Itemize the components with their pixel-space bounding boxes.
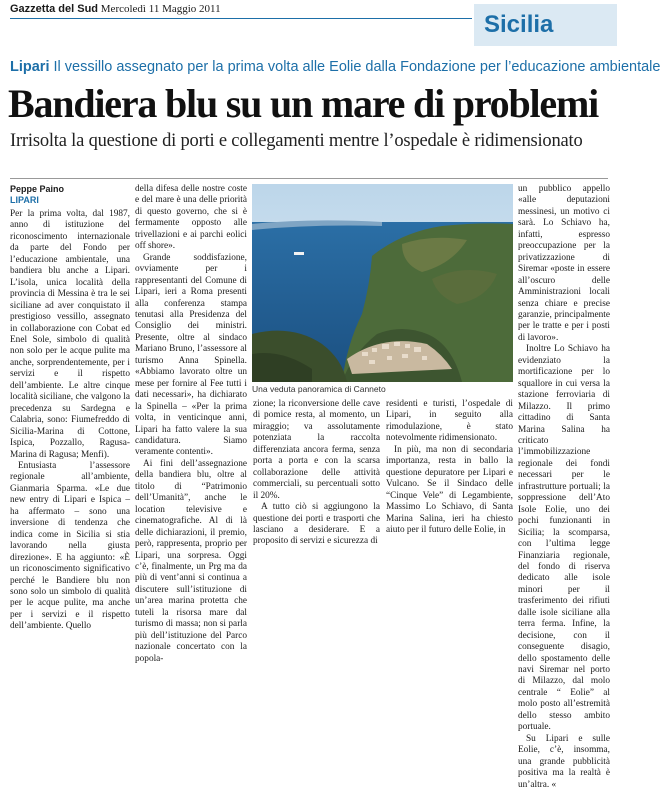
- header-divider: [10, 178, 608, 179]
- issue-date: Mercoledì 11 Maggio 2011: [100, 3, 221, 15]
- newspaper-name: Gazzetta del Sud: [10, 3, 99, 15]
- article-paragraph: Inoltre Lo Schiavo ha evidenziato la mortificazione per lo squallore in cui versa la stazione ferroviaria di Milazzo. Il primo cittadino di Santa Marina Salina ha criticato l’immobilizzazione regionale dei fondi necessari per le infrastrutture portuali; la soppressione dell’Ato Isole Eolie, uno dei pochi funzionanti in Sicilia; la scomparsa, con l’ultima legge Finanziaria regionale, del fondo di riserva dedicato alle isole minori per il trasferimento dei rifiuti dalle isole siciliane alla terra ferma. Infine, la decisione, con il conseguente disagio, dello spostamento delle navi Siremar nel porto di Milazzo, dal molo centrale “ Eolie” al molo posto all’estremità dello stesso ambito portuale.: [518, 344, 610, 733]
- article-column-3: [253, 399, 380, 547]
- article-paragraph: Per la prima volta, dal 1987, anno di istituzione del riconoscimento internazionale da parte del Fondo per l’educazione ambientale, una bandiera blu anche a Lipari. L’isola, unica località della provincia di Messina è tra le sei siciliane ad aver conquistato il prestigioso vessillo, assegnato in collaborazione con Cobat ed Enel Sole, simbolo di qualità non solo per le acque pulite ma anche, sorprendentemente, per i servizi e il rispetto dell’ambiente. Le altre cinque località siciliane, che valgono la precedenza su Sardegna e Calabria, sono: Fiumefreddo di Sicilia-Marina di Cottone, Ispica, Pozzallo, Ragusa-Marina di Ragusa; Menfi).: [10, 209, 130, 460]
- article-column-5: [518, 184, 610, 790]
- article-paragraph: zione; la riconversione delle cave di pomice resta, al momento, un miraggio; va assolutamente potenziata la raccolta differenziata ancora ferma, senza porta a porta e con la scarsa collaborazione delle attività commerciali, su percentuali sotto il 20%.: [253, 399, 380, 501]
- subheadline: Irrisolta la questione di porti e collegamenti mentre l’ospedale è ridimensionato: [10, 131, 583, 151]
- byline-author: Peppe Paino: [10, 184, 65, 194]
- article-paragraph: Grande soddisfazione, ovviamente per i rappresentanti del Comune di Lipari, ieri a Roma presenti alla conferenza stampa tenutasi alla Presidenza del Consiglio dei ministri. Presente, oltre al sindaco Mariano Bruno, l’assessore al turismo Anna Spinella. «Abbiamo lavorato oltre un mese per fornire al Fee tutti i dati necessari», ha dichiarato la Spinella – «Per la prima volta, in venticinque anni, Lipari ha fatto valere la sua candidatura. Siamo veramente contenti».: [135, 252, 247, 458]
- photo-caption: Una veduta panoramica di Canneto: [252, 384, 386, 394]
- article-column-1: [10, 209, 130, 632]
- article-column-2: [135, 184, 247, 664]
- masthead-rule: [10, 18, 472, 19]
- kicker: [10, 59, 660, 75]
- article-paragraph: Su Lipari e sulle Eolie, c’è, insomma, una grande pubblicità positiva ma la realtà è un’altra. «: [518, 733, 610, 790]
- kicker-place: Lipari: [10, 59, 50, 75]
- article-paragraph: un pubblico appello «alle deputazioni messinesi, un motivo ci sarà. Lo Schiavo ha, infatti, espresso preoccupazione per la privatizzazione di Siremar «poste in essere all’oscuro delle Amministrazioni locali senza chiare e precise garanzie, principalmente per le tratte e per i posti di lavoro».: [518, 184, 610, 343]
- headline: Bandiera blu su un mare di problemi: [8, 81, 598, 126]
- canneto-photo: [252, 184, 513, 382]
- kicker-text: Il vessillo assegnato per la prima volta alle Eolie dalla Fondazione per l’educazione ambientale: [53, 59, 660, 75]
- article-paragraph: In più, ma non di secondaria importanza, resta in ballo la questione depuratore per Lipari e Vulcano. Se il Sindaco delle “Cinque Vele” di Legambiente, Massimo Lo Schiavo, di Santa Marina Salina, ieri ha chiesto aiuto per il futuro delle Eolie, in: [386, 444, 513, 535]
- article-paragraph: Entusiasta l’assessore regionale all’ambiente, Gianmaria Sparma. «Le due new entry di Lipari e Ispica – ha affermato – sono una inversione di tendenza che indica come in Sicilia si stia lavorando nella giusta direzione». E ha aggiunto: «È un riconoscimento significativo perché le Bandiere blu non sono solo un simbolo di qualità per le acque pulite, ma anche per i servizi e il rispetto dell’ambiente. Quello: [10, 460, 130, 632]
- byline-location: LIPARI: [10, 195, 39, 205]
- article-column-4: [386, 399, 513, 535]
- article-paragraph: Ai fini dell’assegnazione della bandiera blu, oltre al titolo di “Patrimonio dell’Umanità”, anche le location televisive e cinematografiche. Al di là delle dichiarazioni, il premio, però, rappresenta, proprio per Lipari, una sorpresa. Oggi c’è, finalmente, un Prg ma da più di vent’anni si continua a discutere sull’istituzione di un’area marina protetta che tuteli la risorsa mare dal turismo di massa; non si parla più dell’istituzione del Parco nazionale concertato con la popola-: [135, 458, 247, 664]
- masthead: [10, 3, 221, 15]
- article-paragraph: della difesa delle nostre coste e del mare è una delle priorità di questo governo, che si è fermamente opposto alle trivellazioni e ai parchi eolici off shore».: [135, 184, 247, 252]
- article-paragraph: residenti e turisti, l’ospedale di Lipari, in seguito alla rimodulazione, è stato notevolmente ridimensionato.: [386, 399, 513, 444]
- article-paragraph: A tutto ciò si aggiungono la questione dei porti e trasporti che lasciano a desiderare. E a proposito di servizi e sicurezza di: [253, 502, 380, 547]
- section-label: Sicilia: [474, 4, 617, 46]
- byline: [10, 184, 64, 206]
